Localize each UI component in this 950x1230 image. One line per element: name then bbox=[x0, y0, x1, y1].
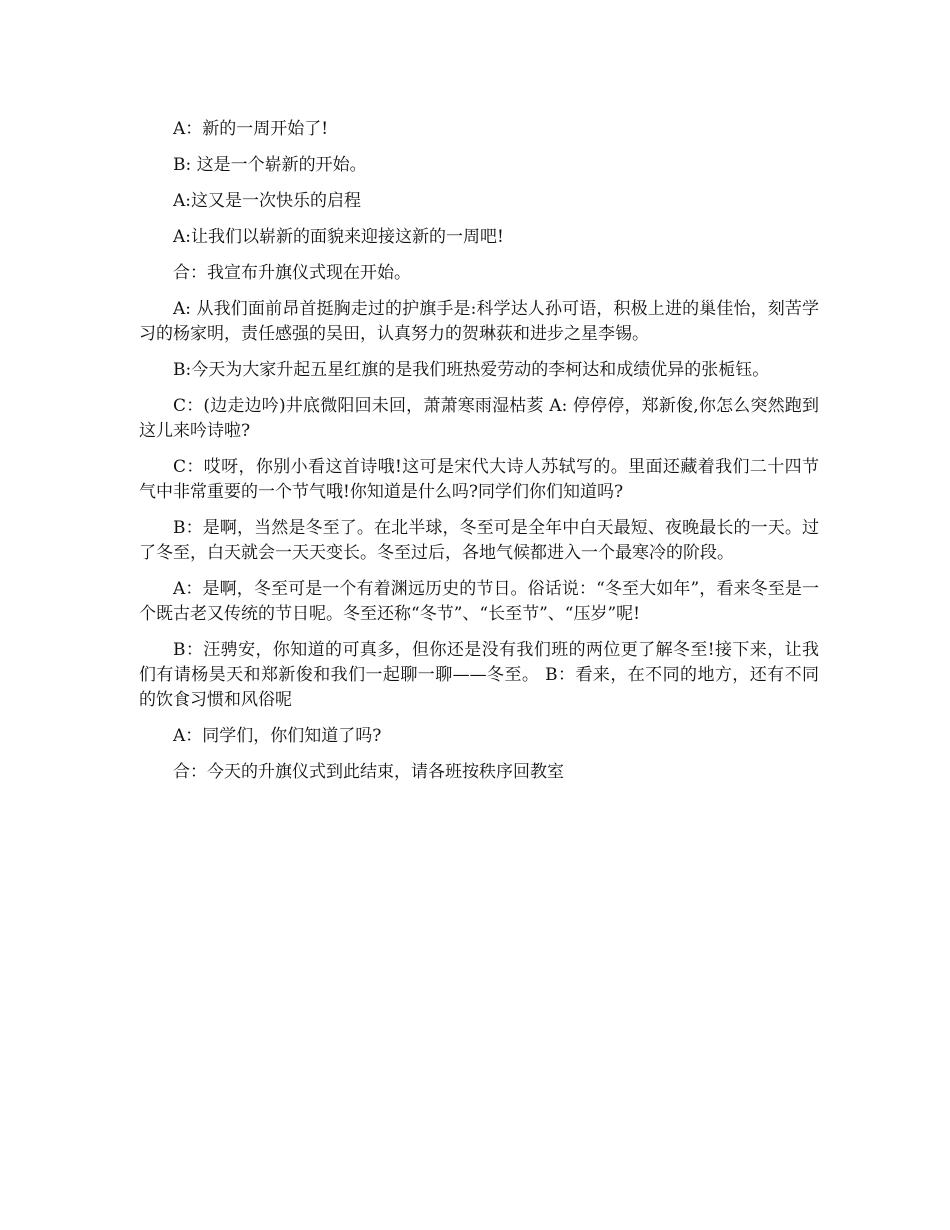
paragraph: B：是啊，当然是冬至了。在北半球，冬至可是全年中白天最短、夜晚最长的一天。过了冬至，白天就会一天天变长。冬至过后，各地气候都进入一个最寒冷的阶段。 bbox=[139, 518, 819, 563]
paragraph: B:今天为大家升起五星红旗的是我们班热爱劳动的李柯达和成绩优异的张栀钰。 bbox=[173, 360, 770, 380]
paragraph: A:这又是一次快乐的启程 bbox=[173, 191, 362, 211]
paragraph: 合：我宣布升旗仪式现在开始。 bbox=[173, 263, 411, 283]
paragraph: B：汪骋安，你知道的可真多，但你还是没有我们班的两位更了解冬至!接下来，让我们有请杨昊天和郑新俊和我们一起聊一聊——冬至。 B：看来，在不同的地方，还有不同的饮食习惯和风俗呢 bbox=[139, 640, 819, 710]
paragraph: A：同学们，你们知道了吗? bbox=[173, 726, 382, 746]
paragraph: A：是啊，冬至可是一个有着渊远历史的节日。俗话说：“冬至大如年”，看来冬至是一个既古老又传统的节日呢。冬至还称“冬节”、“长至节”、“压岁”呢! bbox=[139, 579, 819, 624]
paragraph: A: 从我们面前昂首挺胸走过的护旗手是:科学达人孙可语，积极上进的巢佳怡，刻苦学习的杨家明，责任感强的吴田，认真努力的贺琳荻和进步之星李锡。 bbox=[139, 299, 819, 344]
paragraph: B: 这是一个崭新的开始。 bbox=[173, 155, 367, 175]
paragraph: A:让我们以崭新的面貌来迎接这新的一周吧! bbox=[173, 227, 504, 247]
paragraph: A：新的一周开始了! bbox=[173, 119, 329, 139]
paragraph: C：(边走边吟)井底微阳回未回，萧萧寒雨湿枯荄 A: 停停停，郑新俊,你怎么突然跑到这儿来吟诗啦? bbox=[139, 396, 819, 441]
paragraph: C：哎呀，你别小看这首诗哦!这可是宋代大诗人苏轼写的。里面还藏着我们二十四节气中非常重要的一个节气哦!你知道是什么吗?同学们你们知道吗? bbox=[139, 457, 819, 502]
document-body bbox=[139, 117, 819, 796]
paragraph: 合：今天的升旗仪式到此结束，请各班按秩序回教室 bbox=[173, 762, 564, 782]
